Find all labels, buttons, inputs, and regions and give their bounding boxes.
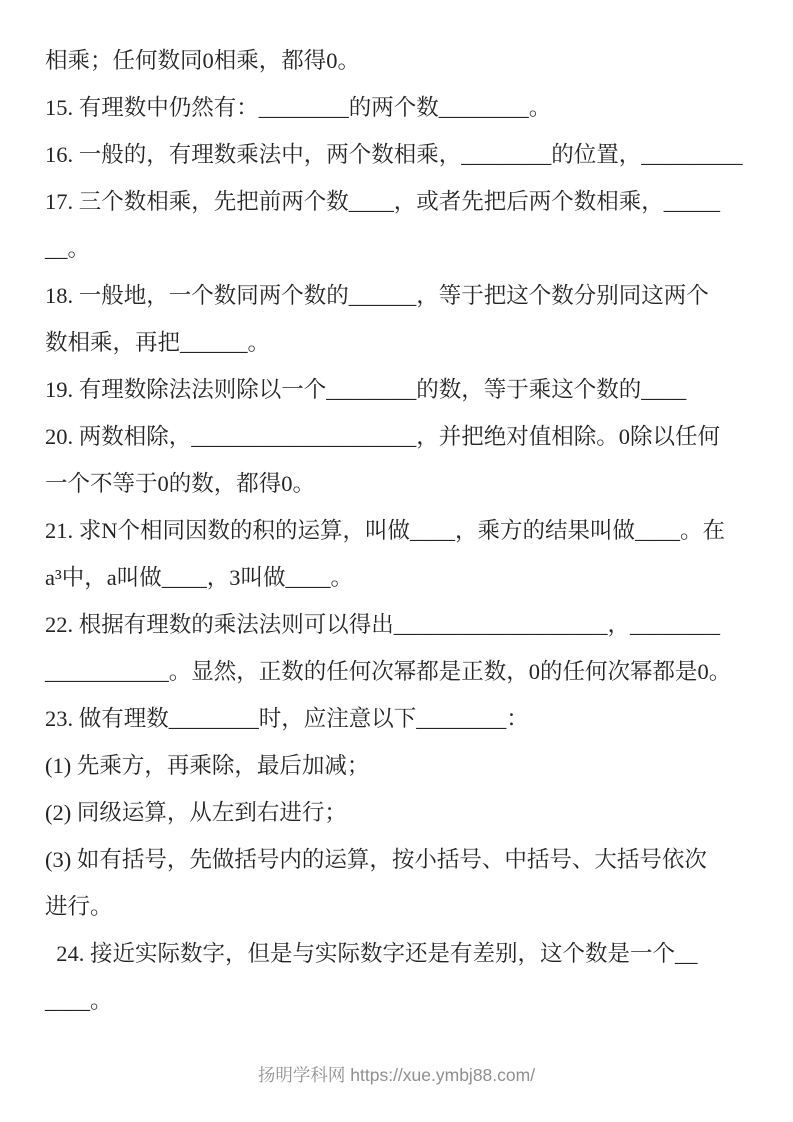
worksheet-line: __。 xyxy=(45,236,91,261)
worksheet-line: (2) 同级运算，从左到右进行； xyxy=(45,800,347,825)
worksheet-line: 16. 一般的，有理数乘法中，两个数相乘，________的位置，_________ xyxy=(45,142,743,167)
worksheet-line: 23. 做有理数________时，应注意以下________： xyxy=(45,706,529,731)
worksheet-body xyxy=(45,37,757,1024)
worksheet-line: ___________。显然，正数的任何次幂都是正数，0的任何次幂都是0。 xyxy=(45,659,732,684)
worksheet-line: 进行。 xyxy=(45,894,113,919)
worksheet-line: 15. 有理数中仍然有：________的两个数________。 xyxy=(45,95,552,120)
footer-watermark: 扬明学科网 https://xue.ymbj88.com/ xyxy=(257,1065,536,1085)
worksheet-line: 一个不等于0的数，都得0。 xyxy=(45,471,316,496)
worksheet-line: 22. 根据有理数的乘法法则可以得出___________________，________ xyxy=(45,612,721,637)
worksheet-line: (3) 如有括号，先做括号内的运算，按小括号、中括号、大括号依次 xyxy=(45,847,707,872)
worksheet-line: 18. 一般地，一个数同两个数的______，等于把这个数分别同这两个 xyxy=(45,283,709,308)
worksheet-line: ____。 xyxy=(45,988,113,1013)
worksheet-line: 相乘；任何数同0相乘，都得0。 xyxy=(45,48,361,73)
worksheet-line: 24. 接近实际数字，但是与实际数字还是有差别，这个数是一个__ xyxy=(45,941,698,966)
worksheet-line: a³中，a叫做____，3叫做____。 xyxy=(45,565,353,590)
worksheet-line: 17. 三个数相乘，先把前两个数____，或者先把后两个数相乘，_____ xyxy=(45,189,721,214)
worksheet-line: 19. 有理数除法法则除以一个________的数，等于乘这个数的____ xyxy=(45,377,687,402)
worksheet-line: 数相乘，再把______。 xyxy=(45,330,271,355)
worksheet-line: (1) 先乘方，再乘除，最后加减； xyxy=(45,753,370,778)
worksheet-line: 20. 两数相除，____________________，并把绝对值相除。0除以任何 xyxy=(45,424,721,449)
worksheet-line: 21. 求N个相同因数的积的运算，叫做____，乘方的结果叫做____。在 xyxy=(45,518,725,543)
